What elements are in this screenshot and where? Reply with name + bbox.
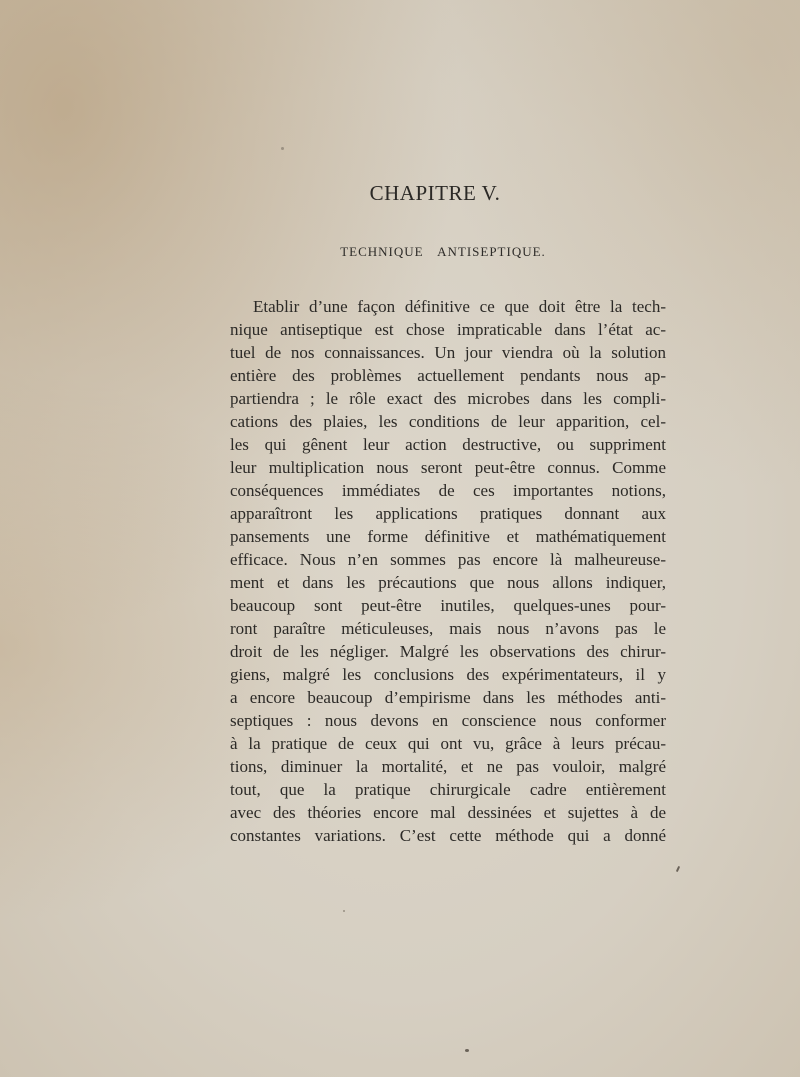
text-line: efficace. Nous n’en sommes pas encore là malheureuse- [230,550,666,569]
text-line: ront paraître méticuleuses, mais nous n’avons pas le [230,619,666,638]
text-line: à la pratique de ceux qui ont vu, grâce à leurs précau- [230,734,666,753]
text-line: beaucoup sont peut-être inutiles, quelques-unes pour- [230,596,666,615]
text-line: avec des théories encore mal dessinées et sujettes à de [230,803,666,822]
text-line: conséquences immédiates de ces importantes notions, [230,481,666,500]
text-line: septiques : nous devons en conscience nous conformer [230,711,666,730]
text-line: tuel de nos connaissances. Un jour viendra où la solution [230,343,666,362]
text-line: cations des plaies, les conditions de leur apparition, cel- [230,412,666,431]
text-line: les qui gênent leur action destructive, ou suppriment [230,435,666,454]
text-line: leur multiplication nous seront peut-être connus. Comme [230,458,666,477]
paper-speck [343,910,345,912]
text-line: droit de les négliger. Malgré les observations des chirur- [230,642,666,661]
text-line: nique antiseptique est chose impraticable dans l’état ac- [230,320,666,339]
text-line: Etablir d’une façon définitive ce que doit être la tech- [253,297,666,316]
text-line: pansements une forme définitive et mathématiquement [230,527,666,546]
text-line: giens, malgré les conclusions des expérimentateurs, il y [230,665,666,684]
paper-speck [676,866,680,872]
body-paragraph [230,295,666,847]
section-title: TECHNIQUE ANTISEPTIQUE. [340,244,546,259]
text-line: constantes variations. C’est cette méthode qui a donné [230,826,666,845]
text-line: entière des problèmes actuellement pendants nous ap- [230,366,666,385]
paper-speck [465,1049,469,1052]
paper-speck [281,147,284,150]
chapter-title: CHAPITRE V. [369,181,501,205]
text-line: tout, que la pratique chirurgicale cadre entièrement [230,780,666,799]
text-line: tions, diminuer la mortalité, et ne pas vouloir, malgré [230,757,666,776]
text-line: ment et dans les précautions que nous allons indiquer, [230,573,666,592]
text-line: apparaîtront les applications pratiques donnant aux [230,504,666,523]
text-line: a encore beaucoup d’empirisme dans les méthodes anti- [230,688,666,707]
text-line: partiendra ; le rôle exact des microbes dans les compli- [230,389,666,408]
